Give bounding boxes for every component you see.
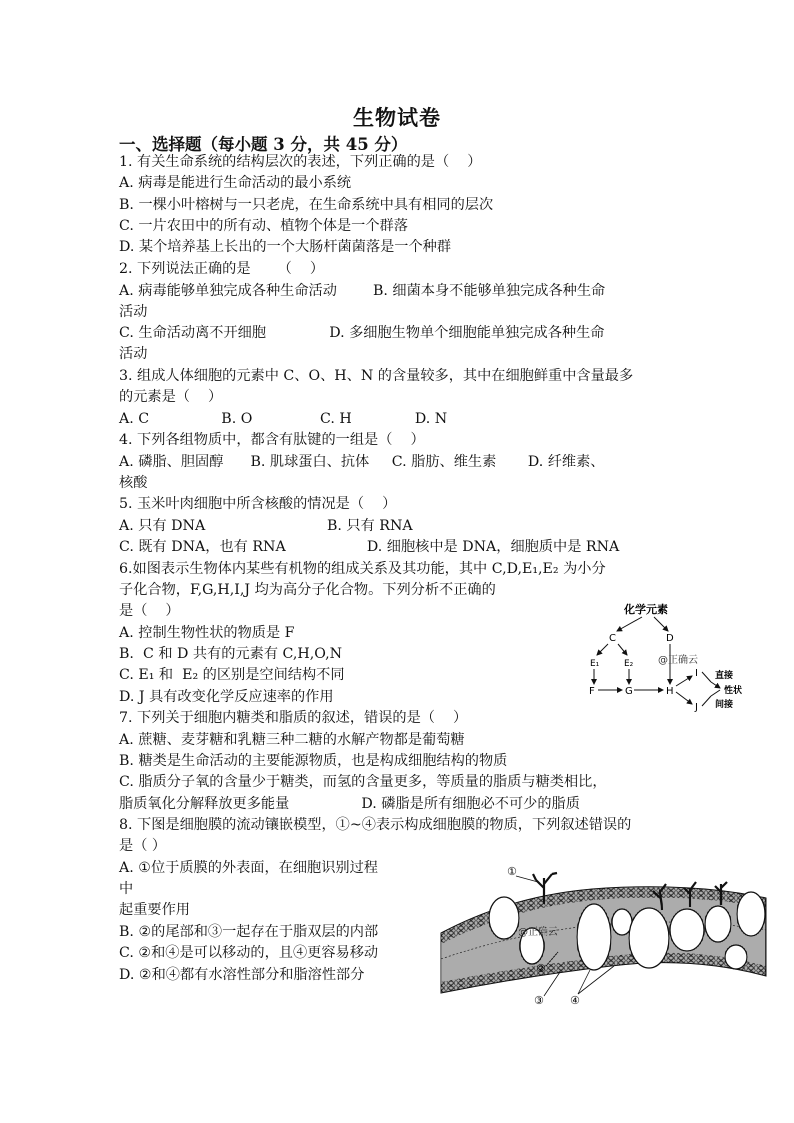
q8-option-b: B. ②的尾部和③一起存在于脂双层的内部: [119, 924, 379, 940]
section-heading: 一、选择题（每小题 3 分，共 45 分）: [119, 135, 408, 154]
q6-stem-3: 是（ ）: [119, 603, 180, 619]
fig6-label-g: G: [625, 686, 633, 697]
fig8-watermark: @正确云: [518, 927, 558, 938]
q6-concept-diagram: [584, 600, 770, 712]
q1-option-a: A. 病毒是能进行生命活动的最小系统: [119, 175, 352, 191]
q7-option-b: B. 糖类是生命活动的主要能源物质，也是构成细胞结构的物质: [119, 753, 508, 769]
fig8-label-3: ③: [534, 994, 544, 1007]
q3-stem-cont: 的元素是（ ）: [119, 389, 223, 405]
q7-option-c: C. 脂质分子氧的含量少于糖类，而氢的含量更多，等质量的脂质与糖类相比，: [119, 774, 607, 790]
fig6-label-d: D: [666, 633, 674, 644]
q8-membrane-diagram: [436, 858, 772, 1018]
fig8-label-2: ②: [536, 962, 546, 975]
fig6-label-h: H: [666, 686, 674, 697]
fig6-label-trait: 性状: [724, 686, 743, 696]
q3-options: A. C B. O C. H D. N: [119, 411, 448, 427]
fig6-label-j: J: [695, 702, 698, 712]
q2-options-cd: C. 生命活动离不开细胞 D. 多细胞生物单个细胞能单独完成各种生命: [119, 325, 605, 341]
page-title: 生物试卷: [353, 105, 441, 130]
fig6-watermark: @正确云: [658, 655, 698, 666]
fig6-label-c: C: [609, 633, 616, 644]
q2-options-cd-cont: 活动: [119, 346, 148, 362]
q6-stem: 6.如图表示生物体内某些有机物的组成关系及其功能，其中 C,D,E₁,E₂ 为小分: [119, 561, 606, 577]
fig6-label-f: F: [589, 686, 595, 697]
q5-options-ab: A. 只有 DNA B. 只有 RNA: [119, 518, 413, 534]
q2-options-ab-cont: 活动: [119, 304, 148, 320]
fig8-label-4: ④: [570, 994, 580, 1007]
q6-stem-2: 子化合物，F,G,H,I,J 均为高分子化合物。下列分析不正确的: [119, 582, 496, 598]
q8-stem: 8. 下图是细胞膜的流动镶嵌模型，①~④表示构成细胞膜的物质，下列叙述错误的: [119, 817, 632, 833]
q4-options: A. 磷脂、胆固醇 B. 肌球蛋白、抗体 C. 脂肪、维生素 D. 纤维素、: [119, 454, 605, 470]
q8-option-a: A. ①位于质膜的外表面，在细胞识别过程: [119, 860, 378, 876]
q2-stem: 2. 下列说法正确的是 （ ）: [119, 261, 325, 277]
fig6-label-e2: E₂: [624, 659, 634, 669]
q7-stem: 7. 下列关于细胞内糖类和脂质的叙述，错误的是（ ）: [119, 710, 468, 726]
q2-options-ab: A. 病毒能够单独完成各种生命活动 B. 细菌本身不能够单独完成各种生命: [119, 283, 606, 299]
q6-option-d: D. J 具有改变化学反应速率的作用: [119, 689, 334, 705]
q8-stem-cont: 是（ ）: [119, 838, 167, 854]
fig6-label-i: I: [695, 668, 698, 679]
fig8-label-1: ①: [507, 865, 517, 878]
q4-options-cont: 核酸: [119, 475, 148, 491]
q7-option-c-cont-d: 脂质氧化分解释放更多能量 D. 磷脂是所有细胞必不可少的脂质: [119, 796, 580, 812]
fig6-label-indirect: 间接: [715, 700, 734, 710]
q1-option-d: D. 某个培养基上长出的一个大肠杆菌菌落是一个种群: [119, 239, 452, 255]
q3-stem: 3. 组成人体细胞的元素中 C、O、H、N 的含量较多，其中在细胞鲜重中含量最多: [119, 368, 634, 384]
q4-stem: 4. 下列各组物质中，都含有肽键的一组是（ ）: [119, 432, 425, 448]
q8-option-c: C. ②和④是可以移动的，且④更容易移动: [119, 945, 379, 961]
q5-stem: 5. 玉米叶肉细胞中所含核酸的情况是（ ）: [119, 496, 397, 512]
fig6-label-direct: 直接: [715, 671, 734, 681]
q5-options-cd: C. 既有 DNA，也有 RNA D. 细胞核中是 DNA，细胞质中是 RNA: [119, 539, 620, 555]
q1-option-b: B. 一棵小叶榕树与一只老虎，在生命系统中具有相同的层次: [119, 197, 494, 213]
q8-option-a-cont: 中: [119, 881, 134, 897]
q1-stem: 1. 有关生命系统的结构层次的表述，下列正确的是（ ）: [119, 154, 482, 170]
q6-option-b: B. C 和 D 共有的元素有 C,H,O,N: [119, 646, 343, 662]
q8-option-d: D. ②和④都有水溶性部分和脂溶性部分: [119, 967, 365, 983]
q8-option-a-cont-2: 起重要作用: [119, 902, 190, 918]
q1-option-c: C. 一片农田中的所有动、植物个体是一个群落: [119, 218, 408, 234]
q7-option-a: A. 蔗糖、麦芽糖和乳糖三种二糖的水解产物都是葡萄糖: [119, 732, 465, 748]
q6-option-a: A. 控制生物性状的物质是 F: [119, 625, 295, 641]
fig6-label-e1: E₁: [590, 659, 600, 669]
q6-option-c: C. E₁ 和 E₂ 的区别是空间结构不同: [119, 667, 345, 683]
fig6-label-elements: 化学元素: [624, 603, 668, 616]
